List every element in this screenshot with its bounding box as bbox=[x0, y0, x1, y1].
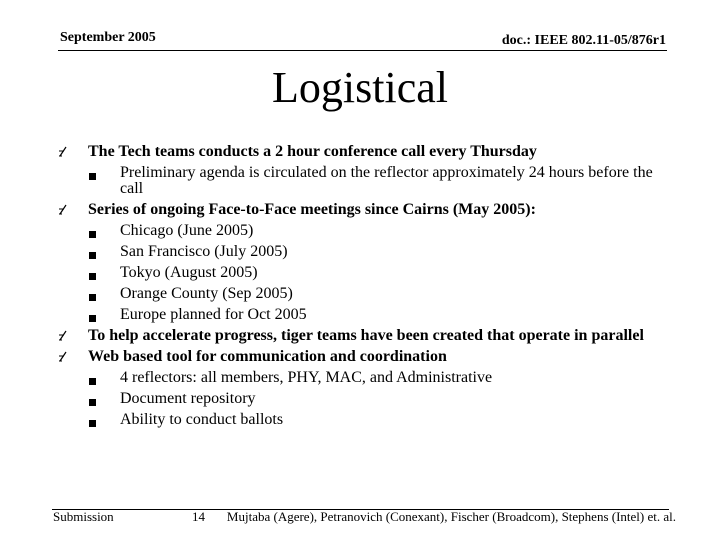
sub-bullet-item bbox=[58, 412, 668, 428]
sub-bullet-text: Preliminary agenda is circulated on the reflector approximately 24 hours before the call bbox=[120, 164, 653, 197]
header-divider bbox=[58, 50, 667, 51]
sub-bullet-text: Orange County (Sep 2005) bbox=[120, 285, 293, 302]
page-number: 14 bbox=[192, 509, 205, 524]
bullet-item bbox=[58, 328, 668, 344]
header-doc-id: doc.: IEEE 802.11-05/876r1 bbox=[501, 33, 666, 48]
sub-bullet-text: San Francisco (July 2005) bbox=[120, 243, 288, 260]
sub-bullet-item bbox=[58, 265, 668, 281]
square-bullet-icon bbox=[89, 315, 96, 322]
pencil-bullet-icon bbox=[58, 145, 68, 157]
bullet-text: Web based tool for communication and coordination bbox=[88, 348, 447, 365]
sub-bullet-text: 4 reflectors: all members, PHY, MAC, and Administrative bbox=[120, 369, 493, 386]
bullet-text: To help accelerate progress, tiger teams have been created that operate in parallel bbox=[88, 327, 644, 344]
sub-bullet-text: Ability to conduct ballots bbox=[120, 411, 284, 428]
bullet-text: The Tech teams conducts a 2 hour conference call every Thursday bbox=[88, 143, 537, 160]
bullet-text: Series of ongoing Face-to-Face meetings since Cairns (May 2005): bbox=[88, 201, 536, 218]
sub-bullet-item bbox=[58, 165, 668, 197]
bullet-item bbox=[58, 202, 668, 218]
header-date: September 2005 bbox=[60, 30, 156, 45]
pencil-bullet-icon bbox=[58, 329, 68, 341]
sub-bullet-text: Document repository bbox=[120, 390, 256, 407]
sub-bullet-item bbox=[58, 370, 668, 386]
footer-authors: Mujtaba (Agere), Petranovich (Conexant), Fischer (Broadcom), Stephens (Intel) et. al. bbox=[226, 509, 676, 524]
sub-bullet-text: Chicago (June 2005) bbox=[120, 222, 254, 239]
square-bullet-icon bbox=[89, 294, 96, 301]
bullet-item bbox=[58, 349, 668, 365]
sub-bullet-text: Europe planned for Oct 2005 bbox=[120, 306, 307, 323]
square-bullet-icon bbox=[89, 252, 96, 259]
square-bullet-icon bbox=[89, 173, 96, 180]
square-bullet-icon bbox=[89, 273, 96, 280]
sub-bullet-item bbox=[58, 391, 668, 407]
square-bullet-icon bbox=[89, 420, 96, 427]
square-bullet-icon bbox=[89, 378, 96, 385]
sub-bullet-text: Tokyo (August 2005) bbox=[120, 264, 258, 281]
footer-submission: Submission bbox=[53, 509, 114, 524]
bullet-list bbox=[58, 144, 668, 433]
sub-bullet-item bbox=[58, 286, 668, 302]
pencil-bullet-icon bbox=[58, 203, 68, 215]
sub-bullet-item bbox=[58, 223, 668, 239]
sub-bullet-item bbox=[58, 307, 668, 323]
bullet-item bbox=[58, 144, 668, 160]
pencil-bullet-icon bbox=[58, 350, 68, 362]
square-bullet-icon bbox=[89, 399, 96, 406]
slide-title: Logistical bbox=[272, 63, 448, 112]
sub-bullet-item bbox=[58, 244, 668, 260]
square-bullet-icon bbox=[89, 231, 96, 238]
